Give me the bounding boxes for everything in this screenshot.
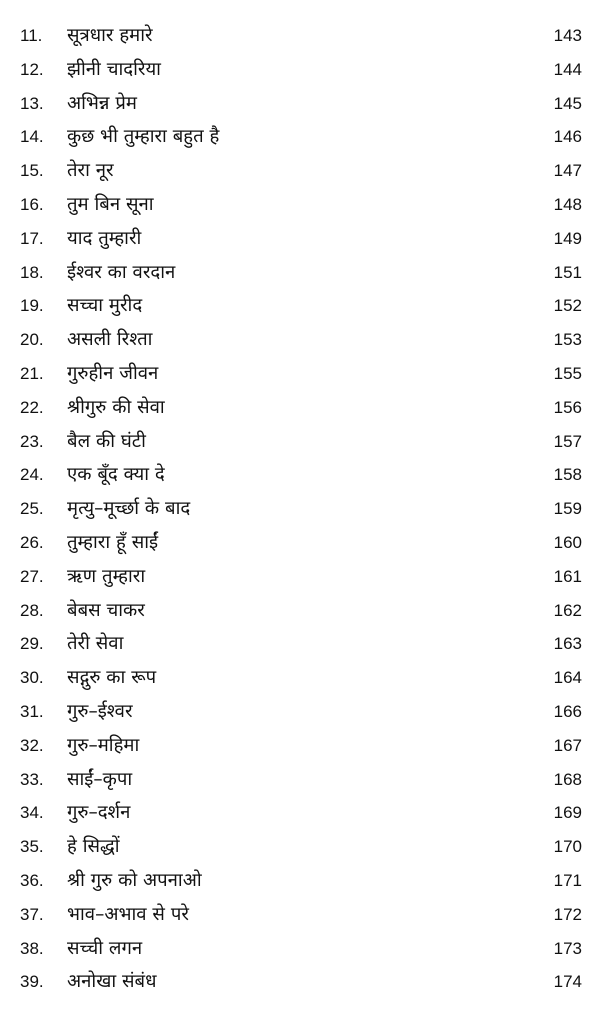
toc-entry [0, 256, 600, 290]
entry-number: 25. [20, 499, 44, 519]
toc-entry [0, 289, 600, 323]
toc-entry [0, 458, 600, 492]
entry-title: गुरु–दर्शन [67, 802, 131, 824]
entry-title: मृत्यु–मूर्च्छा के बाद [67, 498, 191, 520]
entry-title: सद्गुरु का रूप [67, 667, 157, 689]
entry-number: 20. [20, 330, 44, 350]
entry-page-number: 164 [553, 668, 582, 688]
entry-title: सच्चा मुरीद [67, 295, 143, 317]
entry-title: श्रीगुरु की सेवा [67, 396, 165, 418]
entry-number: 27. [20, 566, 44, 586]
entry-page-number: 153 [553, 330, 582, 350]
entry-page-number: 174 [553, 972, 582, 992]
entry-title: गुरु–महिमा [67, 734, 140, 756]
toc-entry [0, 357, 600, 391]
entry-number: 13. [20, 93, 44, 113]
entry-page-number: 168 [553, 769, 582, 789]
toc-entry [0, 898, 600, 932]
entry-page-number: 166 [553, 701, 582, 721]
entry-title: सूत्रधार हमारे [67, 25, 153, 46]
entry-page-number: 161 [553, 566, 582, 586]
entry-page-number: 149 [553, 228, 582, 248]
entry-number: 23. [20, 431, 44, 451]
toc-entry [0, 932, 600, 966]
entry-number: 34. [20, 803, 44, 823]
toc-entry [0, 864, 600, 898]
entry-number: 11. [20, 26, 43, 45]
entry-number: 15. [20, 161, 44, 181]
entry-page-number: 152 [553, 296, 582, 316]
entry-page-number: 173 [553, 938, 582, 958]
entry-page-number: 148 [553, 194, 582, 214]
entry-title: बेबस चाकर [67, 599, 145, 621]
entry-title: कुछ भी तुम्हारा बहुत है [67, 126, 220, 148]
entry-page-number: 158 [553, 465, 582, 485]
entry-number: 31. [20, 701, 44, 721]
toc-entry [0, 391, 600, 425]
entry-number: 36. [20, 870, 44, 890]
entry-page-number: 146 [553, 127, 582, 147]
entry-number: 12. [20, 59, 44, 79]
entry-page-number: 160 [553, 532, 582, 552]
toc-entry [0, 492, 600, 526]
entry-number: 29. [20, 634, 44, 654]
entry-title: तेरी सेवा [67, 633, 124, 655]
toc-entry [0, 222, 600, 256]
entry-title: अभिन्न प्रेम [67, 92, 137, 114]
entry-title: असली रिश्ता [67, 329, 153, 351]
toc-entry [0, 729, 600, 763]
entry-number: 19. [20, 296, 44, 316]
entry-number: 39. [20, 972, 44, 992]
entry-title: तुम्हारा हूँ साईं [67, 531, 159, 553]
entry-number: 26. [20, 532, 44, 552]
entry-number: 37. [20, 904, 44, 924]
toc-entry [0, 661, 600, 695]
entry-page-number: 163 [553, 634, 582, 654]
entry-title: गुरु–ईश्वर [67, 700, 133, 722]
entry-title: हे सिद्धों [67, 836, 120, 858]
toc-entry [0, 627, 600, 661]
entry-page-number: 170 [553, 837, 582, 857]
entry-title: बैल की घंटी [67, 430, 146, 452]
entry-title: साईं–कृपा [67, 768, 133, 790]
toc-entry [0, 53, 600, 87]
toc-entry [0, 763, 600, 797]
entry-page-number: 147 [553, 161, 582, 181]
entry-title: भाव–अभाव से परे [67, 903, 189, 925]
entry-title: ईश्वर का वरदान [67, 261, 176, 283]
entry-title: अनोखा संबंध [67, 971, 157, 993]
toc-entry [0, 526, 600, 560]
entry-page-number: 145 [553, 93, 582, 113]
entry-title: ऋण तुम्हारा [67, 565, 146, 587]
entry-number: 32. [20, 735, 44, 755]
toc-entry [0, 695, 600, 729]
toc-entry [0, 560, 600, 594]
entry-number: 21. [20, 363, 44, 383]
entry-page-number: 167 [553, 735, 582, 755]
toc-entry [0, 965, 600, 999]
entry-title: श्री गुरु को अपनाओ [67, 869, 202, 891]
entry-number: 24. [20, 465, 44, 485]
toc-entry [0, 425, 600, 459]
entry-title: सच्ची लगन [67, 937, 143, 959]
entry-number: 28. [20, 600, 44, 620]
entry-page-number: 169 [553, 803, 582, 823]
entry-number: 18. [20, 262, 44, 282]
toc-entry [0, 19, 600, 53]
entry-page-number: 157 [553, 431, 582, 451]
entry-title: याद तुम्हारी [67, 227, 142, 249]
entry-number: 30. [20, 668, 44, 688]
entry-page-number: 155 [553, 363, 582, 383]
entry-page-number: 171 [553, 870, 582, 890]
entry-number: 14. [20, 127, 44, 147]
entry-page-number: 156 [553, 397, 582, 417]
entry-title: तेरा नूर [67, 160, 114, 182]
toc-entry [0, 323, 600, 357]
entry-title: एक बूँद क्या दे [67, 464, 165, 486]
toc-entry [0, 87, 600, 121]
entry-number: 17. [20, 228, 44, 248]
entry-page-number: 151 [553, 262, 582, 282]
toc-entry [0, 796, 600, 830]
entry-number: 33. [20, 769, 44, 789]
entry-number: 35. [20, 837, 44, 857]
toc-entry [0, 594, 600, 628]
entry-title: तुम बिन सूना [67, 193, 154, 215]
entry-page-number: 172 [553, 904, 582, 924]
toc-entry [0, 830, 600, 864]
entry-page-number: 144 [553, 59, 582, 79]
entry-title: झीनी चादरिया [67, 58, 161, 80]
entry-number: 16. [20, 194, 44, 214]
toc-entry [0, 154, 600, 188]
toc-entry [0, 188, 600, 222]
entry-page-number: 159 [553, 499, 582, 519]
table-of-contents [0, 19, 600, 999]
entry-page-number: 162 [553, 600, 582, 620]
entry-number: 38. [20, 938, 44, 958]
entry-page-number: 143 [553, 26, 582, 45]
entry-title: गुरुहीन जीवन [67, 362, 159, 384]
entry-number: 22. [20, 397, 44, 417]
toc-entry [0, 120, 600, 154]
